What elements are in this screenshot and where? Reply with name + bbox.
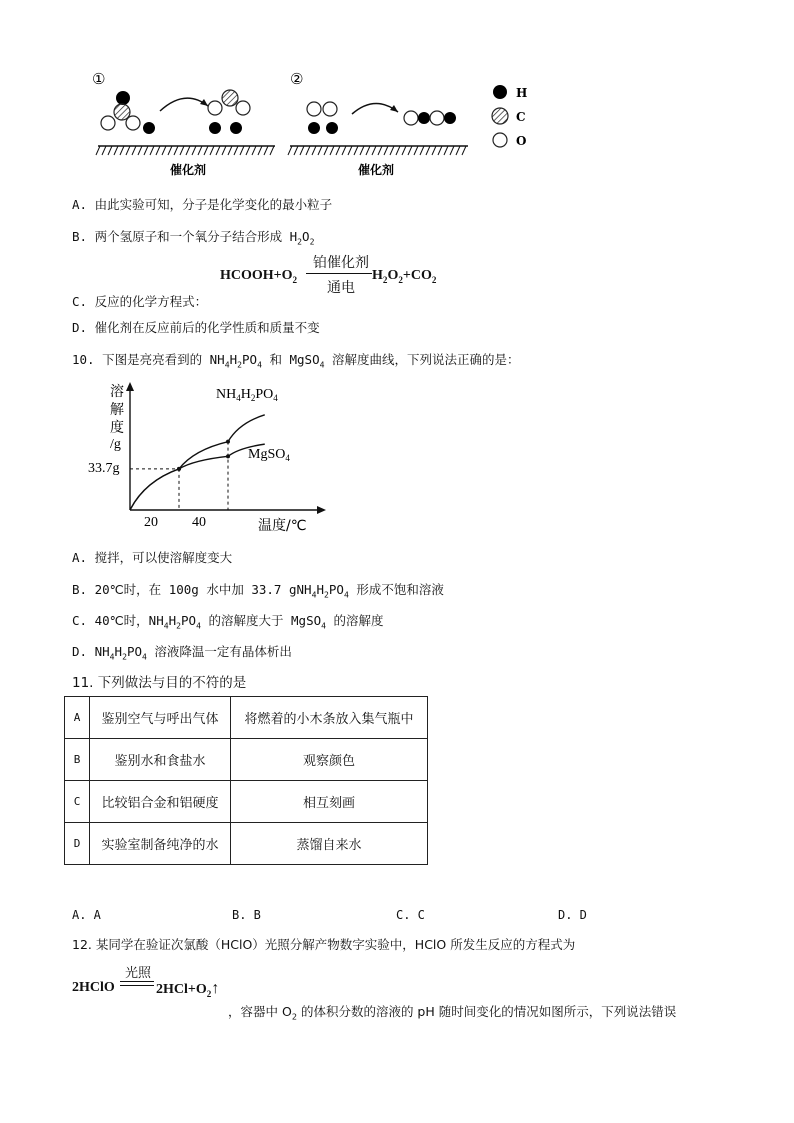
q10-b-1: B. 20℃时，在 100g 水中加 33.7 gNH <box>72 582 312 597</box>
y-label-1: 溶 <box>110 384 124 400</box>
table-row <box>65 781 428 823</box>
row-goal: 实验室制备纯净的水 <box>90 823 231 865</box>
co2-h2-products <box>208 90 250 134</box>
q10-d-3: H <box>114 644 123 659</box>
q10-d-7: 溶液降温一定有晶体析出 <box>146 644 292 659</box>
q9-option-a <box>72 195 332 213</box>
q11-answer-a: A. A <box>72 908 101 922</box>
table-row <box>65 823 428 865</box>
q10-d-4: 2 <box>122 651 127 662</box>
row-key: A <box>65 697 90 739</box>
curve-nh4h2po4 <box>130 415 265 510</box>
q10-d-5: PO <box>126 644 143 659</box>
eq-c-condition-bottom: 通电 <box>327 280 355 296</box>
y-tick-33-7: 33.7g <box>88 461 120 476</box>
q10-b-2: 4 <box>311 589 317 600</box>
row-key: B <box>65 739 90 781</box>
row-goal: 鉴别空气与呼出气体 <box>90 697 231 739</box>
series-label-nh4h2po4: $NH_4H_2PO_4$ <box>216 387 278 403</box>
h2o2-molecule <box>404 111 456 125</box>
q12-eq-bar-1 <box>120 981 154 982</box>
q10-stem-2: H <box>229 352 238 367</box>
legend-c-swatch <box>492 108 508 124</box>
q9-option-c-text: C. 反应的化学方程式： <box>72 294 208 309</box>
q11-answer-c: C. C <box>396 908 425 922</box>
eq-c-r1: H <box>372 268 383 283</box>
q10-stem-3: PO <box>242 352 258 367</box>
q9-option-b-mid: O <box>302 229 310 244</box>
q10-option-c <box>72 611 384 631</box>
q9-option-a-text: A. 由此实验可知，分子是化学变化的最小粒子 <box>72 197 333 212</box>
q9-option-d <box>72 318 320 336</box>
q10-stem-s4: 4 <box>319 359 325 370</box>
q9-figure <box>90 66 540 181</box>
legend-c-label: C <box>516 110 526 124</box>
row-key: D <box>65 823 90 865</box>
q10-stem-4: 和 MgSO <box>261 352 320 367</box>
q9-option-c <box>72 292 207 310</box>
q10-c-4: 2 <box>176 620 182 631</box>
q10-c-8: 4 <box>321 620 327 631</box>
q10-stem-s2: 2 <box>237 359 242 370</box>
q10-c-3: H <box>168 613 177 628</box>
q10-b-4: 2 <box>323 589 329 600</box>
row-method: 观察颜色 <box>231 739 428 781</box>
q10-d-1: D. NH <box>72 644 110 659</box>
q12-eq-bar-2 <box>120 985 154 986</box>
row-method: 蒸馏自来水 <box>231 823 428 865</box>
eq-c-r2: O <box>387 268 399 283</box>
table-row <box>65 739 428 781</box>
y-axis-arrow <box>126 382 134 391</box>
eq-c-rs3: 2 <box>431 274 437 285</box>
solubility-chart <box>80 378 330 538</box>
q12-continuation <box>228 1002 676 1022</box>
y-label-3: 度 <box>110 420 124 436</box>
table-row <box>65 697 428 739</box>
q9-option-d-text: D. 催化剂在反应前后的化学性质和质量不变 <box>72 320 320 335</box>
eq-c-left <box>220 268 297 285</box>
q10-c-2: 4 <box>163 620 169 631</box>
x-axis-label: 温度/℃ <box>258 518 307 534</box>
catalyst-surface-2 <box>288 146 466 155</box>
q10-stem-s1: 4 <box>224 359 230 370</box>
eq-c-condition-top: 铂催化剂 <box>313 255 369 271</box>
q12-equation <box>72 962 252 1002</box>
eq-c-bar <box>306 273 372 274</box>
q11-answer-d: D. D <box>558 908 587 922</box>
x-axis-arrow <box>317 506 326 514</box>
q12-cont-1: ，容器中 O <box>228 1004 292 1019</box>
eq-c-left-sub: 2 <box>292 274 298 285</box>
q12-eq-arrow: ↑ <box>211 980 220 997</box>
q11-answer-b: B. B <box>232 908 261 922</box>
q10-c-1: C. 40℃时，NH <box>72 613 164 628</box>
row-method: 相互刻画 <box>231 781 428 823</box>
catalyst-label-2: 催化剂 <box>358 163 395 177</box>
q12-eq-right-text: 2HCl+O <box>156 982 207 997</box>
y-label-2: 解 <box>110 402 124 418</box>
row-goal: 比较铝合金和铝硬度 <box>90 781 231 823</box>
q10-d-6: 4 <box>142 651 147 662</box>
q10-c-9: 的溶解度 <box>326 613 384 628</box>
q9-option-b-sub2: 2 <box>309 236 315 247</box>
reaction-arrow-1 <box>160 98 208 111</box>
q10-stem <box>72 350 520 370</box>
q10-option-a <box>72 548 232 566</box>
eq-c-r3: +CO <box>402 268 432 283</box>
q12-cont-sub: 2 <box>291 1011 297 1022</box>
q12-eq-right <box>156 980 219 999</box>
q11-table <box>64 696 428 865</box>
eq-c-rs1: 2 <box>382 274 388 285</box>
legend-h-swatch <box>493 85 507 99</box>
q12-eq-right-sub: 2 <box>206 988 212 999</box>
panel2-label: ② <box>290 70 304 88</box>
q10-option-d <box>72 642 292 662</box>
eq-c-rs2: 2 <box>398 274 403 285</box>
row-key: C <box>65 781 90 823</box>
q10-b-6: 4 <box>343 589 349 600</box>
q9-option-c-equation <box>220 252 480 296</box>
q12-stem: 12. 某同学在验证次氯酸（HClO）光照分解产物数字实验中，HClO 所发生反应的方程式为 <box>72 937 576 952</box>
q12-cont-2: 的体积分数的溶液的 pH 随时间变化的情况如图所示，下列说法错误 <box>296 1004 677 1019</box>
y-label-4: /g <box>110 437 121 452</box>
legend-o-swatch <box>493 133 507 147</box>
legend-h-label: H <box>516 86 528 100</box>
series-label-mgso4: MgSO$_4$ <box>248 447 290 463</box>
q10-b-7: 形成不饱和溶液 <box>348 582 444 597</box>
q10-d-2: 4 <box>109 651 115 662</box>
q10-c-5: PO <box>181 613 197 628</box>
q10-c-6: 4 <box>196 620 201 631</box>
row-goal: 鉴别水和食盐水 <box>90 739 231 781</box>
solubility-chart-svg <box>80 378 330 538</box>
reactants-panel2 <box>307 102 338 134</box>
catalyst-label-1: 催化剂 <box>170 163 207 177</box>
q10-b-5: PO <box>328 582 344 597</box>
q11-stem: 11. 下列做法与目的不符的是 <box>72 675 247 691</box>
eq-c-right <box>372 268 436 285</box>
atom-legend <box>492 85 527 148</box>
q10-option-a-text: A. 搅拌，可以使溶解度变大 <box>72 550 233 565</box>
panel1-label: ① <box>92 70 106 88</box>
q9-option-b <box>72 227 314 247</box>
q12-eq-left: 2HClO <box>72 980 115 995</box>
q10-stem-s3: 4 <box>257 359 262 370</box>
formic-acid-molecule <box>101 91 155 134</box>
q9-option-b-text: B. 两个氢原子和一个氧分子结合形成 H <box>72 229 298 244</box>
eq-c-left-text: HCOOH+O <box>220 268 293 283</box>
q10-b-3: H <box>316 582 324 597</box>
q10-c-7: 的溶解度大于 MgSO <box>200 613 322 628</box>
q10-option-b <box>72 580 444 600</box>
q12-eq-condition: 光照 <box>124 966 151 981</box>
q9-figure-svg <box>90 66 540 181</box>
q9-option-b-sub1: 2 <box>297 236 303 247</box>
q10-stem-1: 10. 下图是亮亮看到的 NH <box>72 352 225 367</box>
x-tick-40: 40 <box>192 515 206 530</box>
row-method: 将燃着的小木条放入集气瓶中 <box>231 697 428 739</box>
catalyst-surface-1 <box>96 146 274 155</box>
legend-o-label: O <box>516 134 527 148</box>
x-tick-20: 20 <box>144 515 158 530</box>
q10-stem-5: 溶解度曲线，下列说法正确的是： <box>324 352 520 367</box>
